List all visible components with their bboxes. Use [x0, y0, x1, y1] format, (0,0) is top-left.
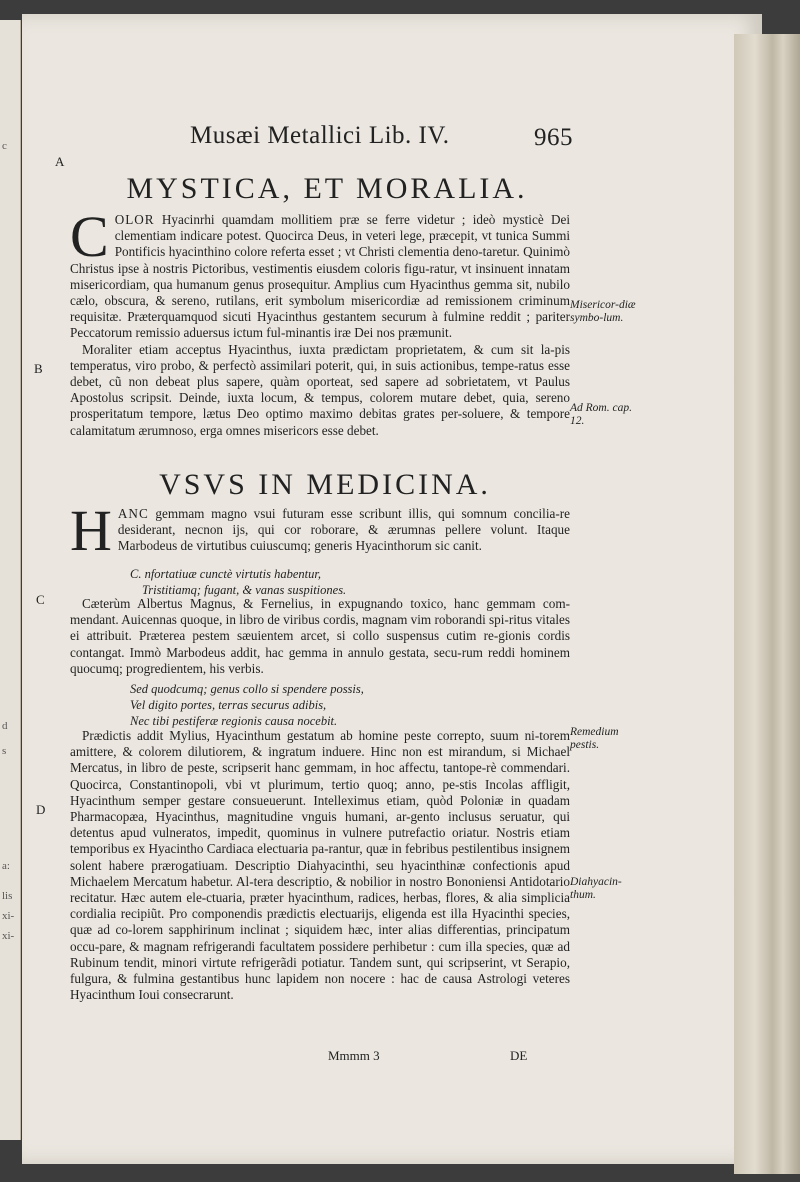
- signature-mark: Mmmm 3: [328, 1048, 380, 1063]
- section-letter-c: C: [36, 592, 45, 607]
- paragraph: Cæterùm Albertus Magnus, & Fernelius, in expugnando toxico, hanc gemmam com-mendant. Auicennas quoque, in libro de viribus cordis, magnam vim roborandi spi-ritus vitales ei attribuit. Præterea pestem sæuientem arcet, si collo suspensus cutim re-gionis cordis contangat. Immò Marbodeus addit, hac gemma in annulo gestata, secu-rum reddi hominem quocumq; progredientem, his verbis.: [70, 596, 570, 676]
- verse-line: C. nfortatiuæ cunctè virtutis habentur,: [130, 567, 321, 581]
- verse-line: Vel digito portes, terras securus adibis,: [130, 698, 327, 712]
- verse-line: Sed quodcumq; genus collo si spendere possis,: [130, 682, 364, 696]
- book-page: [22, 14, 762, 1164]
- section-letter-a: A: [55, 154, 65, 169]
- margin-note: Remedium pestis.: [570, 726, 619, 751]
- edge-fragment: xi-: [2, 910, 15, 922]
- medicina-paragraph-2: [70, 596, 570, 677]
- page-number: 965: [534, 124, 573, 151]
- section-letter-b: B: [34, 361, 43, 376]
- margin-note: Diahyacin-thum.: [570, 876, 622, 901]
- lead-word: OLOR: [114, 212, 155, 227]
- page-fore-edge: [734, 34, 800, 1174]
- verse-line: Tristitiamq; fugant, & vanas suspitiones.: [142, 583, 347, 597]
- edge-fragment: xi-: [2, 930, 15, 942]
- verse-line: Nec tibi pestiferæ regionis causa nocebit.: [130, 714, 338, 728]
- paragraph: Prædictis addit Mylius, Hyacinthum gestatum ab homine peste correpto, suum ni-torem amittere, & colorem dilutiorem, & ingratum induere. Hinc non est mirandum, si Michael Mercatus, in libro de peste, scripserit hanc gemmam, in hoc affectu, tantope-rè commendari. Quocirca, Constantinopoli, vbi vt plurimum, tertio quoq; anno, pe-stis Incolas affligit, Hyacinthum semper gestare consueuerunt. Intelleximus etiam, quòd Poloniæ in quadam Pharmacopæa, Hyacinthus, magnitudine vnguis humani, ar-gento inclusus seruatur, qui detentus apud vulneratos, impedit, quominus in vulnere putrefactio oriatur. Nostris etiam temporibus ex Hyacintho Cardiaca electuaria pa-rantur, quæ in febribus pestilentibus insignem solent habere prærogatiuam. Descriptio Diahyacinthi, seu hyacinthinæ confectionis apud Michaelem Mercatum habetur. Al-tera descriptio, & nobilior in nostro Bononiensi Antidotario recitatur. Hæc autem ele-ctuaria, præter hyacinthum, radices, herbas, flores, & alia simplicia cordialia recipiũt. Pro componendis prædictis electuarijs, eligenda est illa Hyacinthi species, quæ ad co-lorem sapphirinum inclinat ; siquidem hæc, inter alias differentias, principatum occu-pare, & magnam refrigerandi facultatem possidere perhibetur : cum illa species, quæ ad Rubinum tendit, minori virtute refrigerãdi potiatur. Tandem sunt, qui scripserint, vt Serapio, fulgura, & fulmina gestantibus hunc lapidem non nocere : hac de causa Astrologi veteres Hyacinthum Ioui consecrarunt.: [70, 728, 570, 1003]
- running-title: Musæi Metallici Lib. IV.: [190, 122, 450, 149]
- mystica-body: [70, 204, 570, 439]
- medicina-intro: [70, 498, 570, 563]
- drop-capital: C: [70, 204, 109, 269]
- section-title-mystica: MYSTICA, ET MORALIA.: [126, 172, 528, 205]
- paragraph-text: Hyacinrhi quamdam mollitiem præ se ferre videtur ; ideò mysticè Dei clementiam indicare potest. Quocirca Deus, in veteri lege, præcepit, vt tunica Summi Pontificis hyacinthino colore referta esset ; vt Christi clementia deno-taretur. Quinimò Christus ipse à nostris Pictoribus, vestimentis eiusdem coloris figu-ratur, vt insinuent innatam misericordiam, qua humanum genus prosequitur. Amplius cum Hyacinthus gemma sit, nubilo cælo, obscura, & sereno, rutilans, erit symbolum misericordiæ ad remissionem criminum requisitæ. Præterquamquod sicuti Hyacinthus gestantem securum à fulmine reddit ; pariter Peccatorum remissio aduersus ictum ful-minantis iræ Dei nos præmunit.: [70, 212, 570, 341]
- paragraph: [70, 204, 570, 342]
- paragraph-text: gemmam magno vsui futuram esse scribunt illis, qui somnum concilia-re desiderant, necnon ijs, qui cor roborare, & ærumnas pellere volunt. Itaque Marbodeus de virtutibus cuiuscumq; generis Hyacinthorum sic canit.: [117, 506, 570, 554]
- margin-note: Ad Rom. cap. 12.: [570, 402, 632, 427]
- lead-word: ANC: [117, 506, 149, 521]
- medicina-paragraph-3: [70, 728, 570, 1003]
- edge-fragment: a:: [2, 860, 10, 872]
- edge-fragment: lis: [2, 890, 13, 902]
- facing-page-edge: [0, 20, 21, 1140]
- paragraph: Moraliter etiam acceptus Hyacinthus, iuxta prædictam proprietatem, & cum sit la-pis temperatus, viro probo, & perfectò assimilari poterit, qui, in suis actionibus, tempe-ratus esse debet, cũ non debeat plus sapere, quàm oporteat, sed sapere ad sobrietatem, vt Paulus Apostolus scripsit. Deinde, iuxta locum, & tempus, colorem mutare debet, quia, sereno prosperitatum tempore, lætus Deo optimo maximo debitas grates per-soluere, & tempore calamitatum ærumnoso, erga omnes misericors esse debet.: [70, 341, 570, 438]
- drop-capital: H: [70, 498, 112, 563]
- edge-fragment: s: [2, 745, 7, 757]
- paragraph: [70, 498, 570, 563]
- facing-page-fragments: [2, 20, 18, 1140]
- verse-quote: [130, 566, 430, 598]
- verse-quote: [130, 681, 430, 729]
- section-letter-d: D: [36, 802, 46, 817]
- catchword: DE: [510, 1048, 528, 1063]
- edge-fragment: d: [2, 720, 8, 732]
- margin-note: Misericor-diæ symbo-lum.: [570, 299, 636, 324]
- running-header: [162, 122, 602, 156]
- section-title-medicina: VSVS IN MEDICINA.: [159, 468, 491, 501]
- edge-fragment: c: [2, 140, 7, 152]
